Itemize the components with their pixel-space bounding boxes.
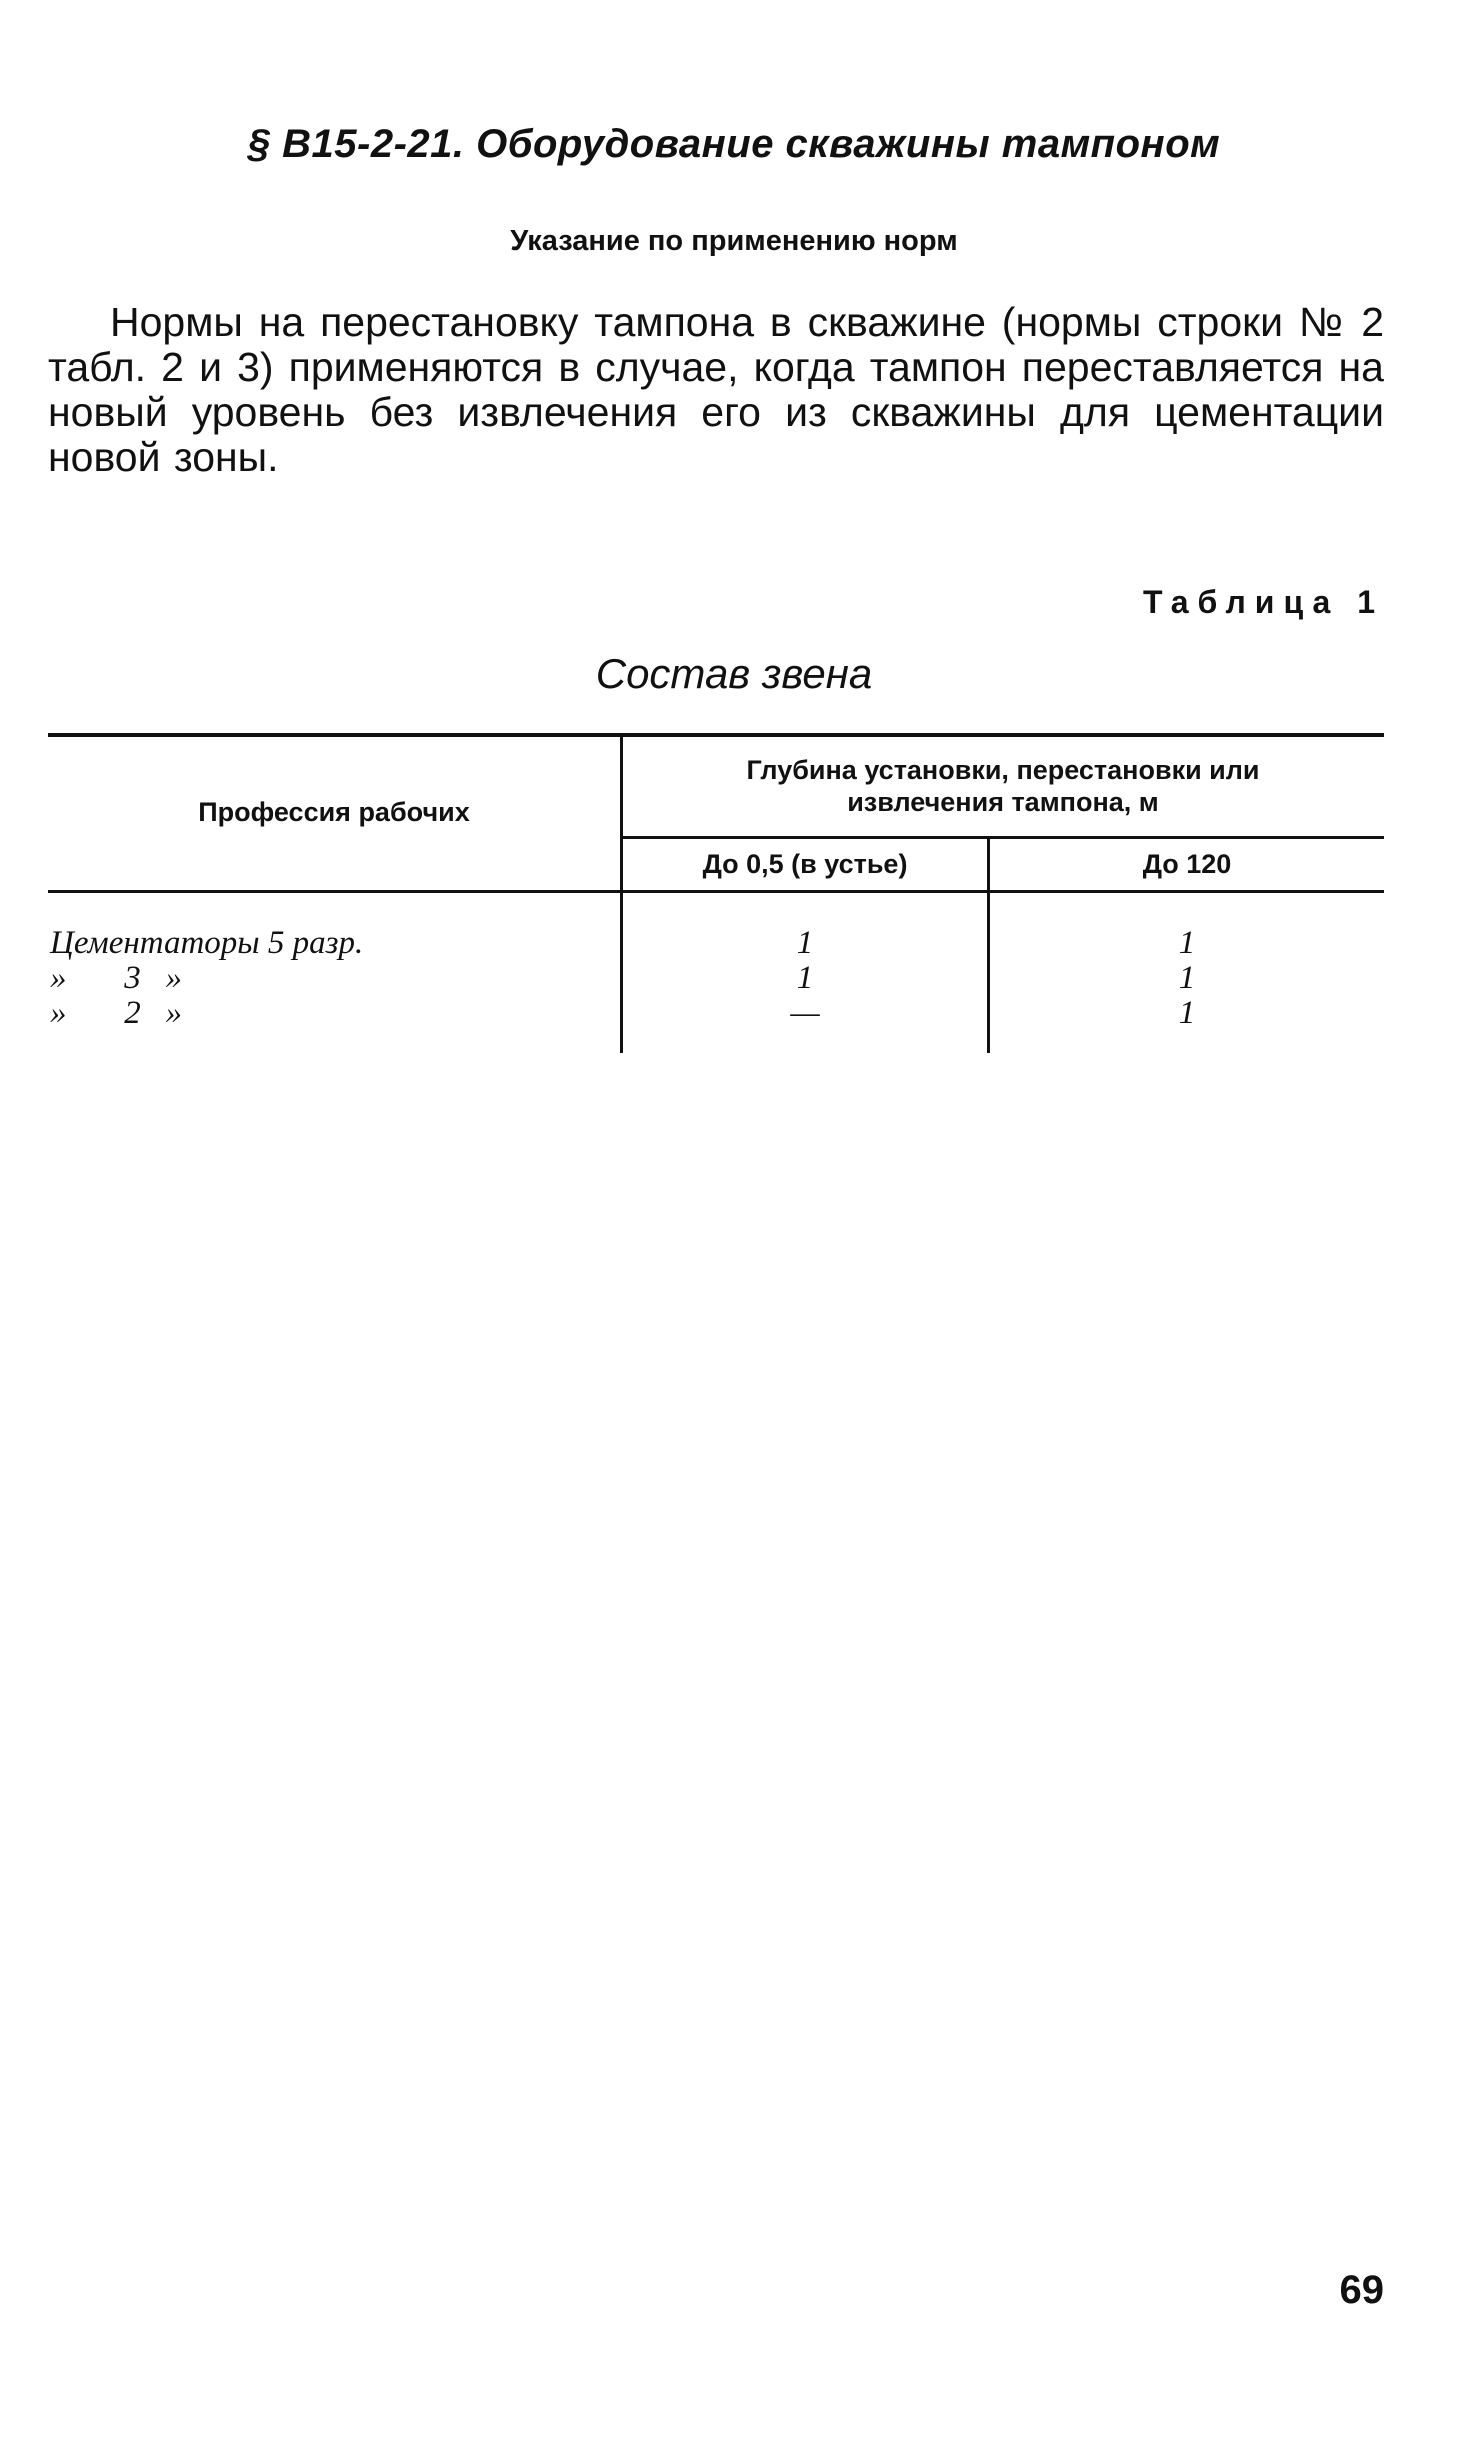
table-label: Таблица 1: [1142, 584, 1384, 620]
table-row-2-profession: » 3 »: [50, 960, 182, 996]
header-depth-group: Глубина установки, перестановки или извлечения тампона, м: [746, 755, 1260, 817]
table-row-2-col-2: 1: [1178, 960, 1196, 996]
section-subtitle: Указание по применению норм: [510, 225, 958, 257]
table-top-rule: [48, 733, 1384, 737]
body-paragraph: Нормы на перестановку тампона в скважине (нормы строки № 2 табл. 2 и 3) применяются в случае, когда тампон переставляется на новый уровень без извлечения его из скважины для цементации новой зоны.: [48, 299, 1384, 480]
table-row-1-profession: Цементаторы 5 разр.: [50, 925, 364, 961]
table-header-rule: [48, 890, 1384, 893]
table-row-1-col-1: 1: [796, 925, 814, 961]
table-row-3-col-2: 1: [1178, 995, 1196, 1031]
table-row-1-col-2: 1: [1178, 925, 1196, 961]
header-col-1: До 0,5 (в устье): [702, 849, 908, 879]
section-title: § В15-2-21. Оборудование скважины тампоном: [247, 122, 1221, 166]
table-row-3-profession: » 2 »: [50, 995, 182, 1031]
table-title: Состав звена: [595, 650, 873, 697]
header-profession: Профессия рабочих: [198, 797, 470, 827]
table-subheader-rule: [622, 836, 1384, 839]
page-number: 69: [1339, 2268, 1384, 2312]
table-row-2-col-1: 1: [796, 960, 814, 996]
header-col-2: До 120: [1142, 849, 1232, 879]
table-row-3-col-1: —: [790, 995, 820, 1031]
